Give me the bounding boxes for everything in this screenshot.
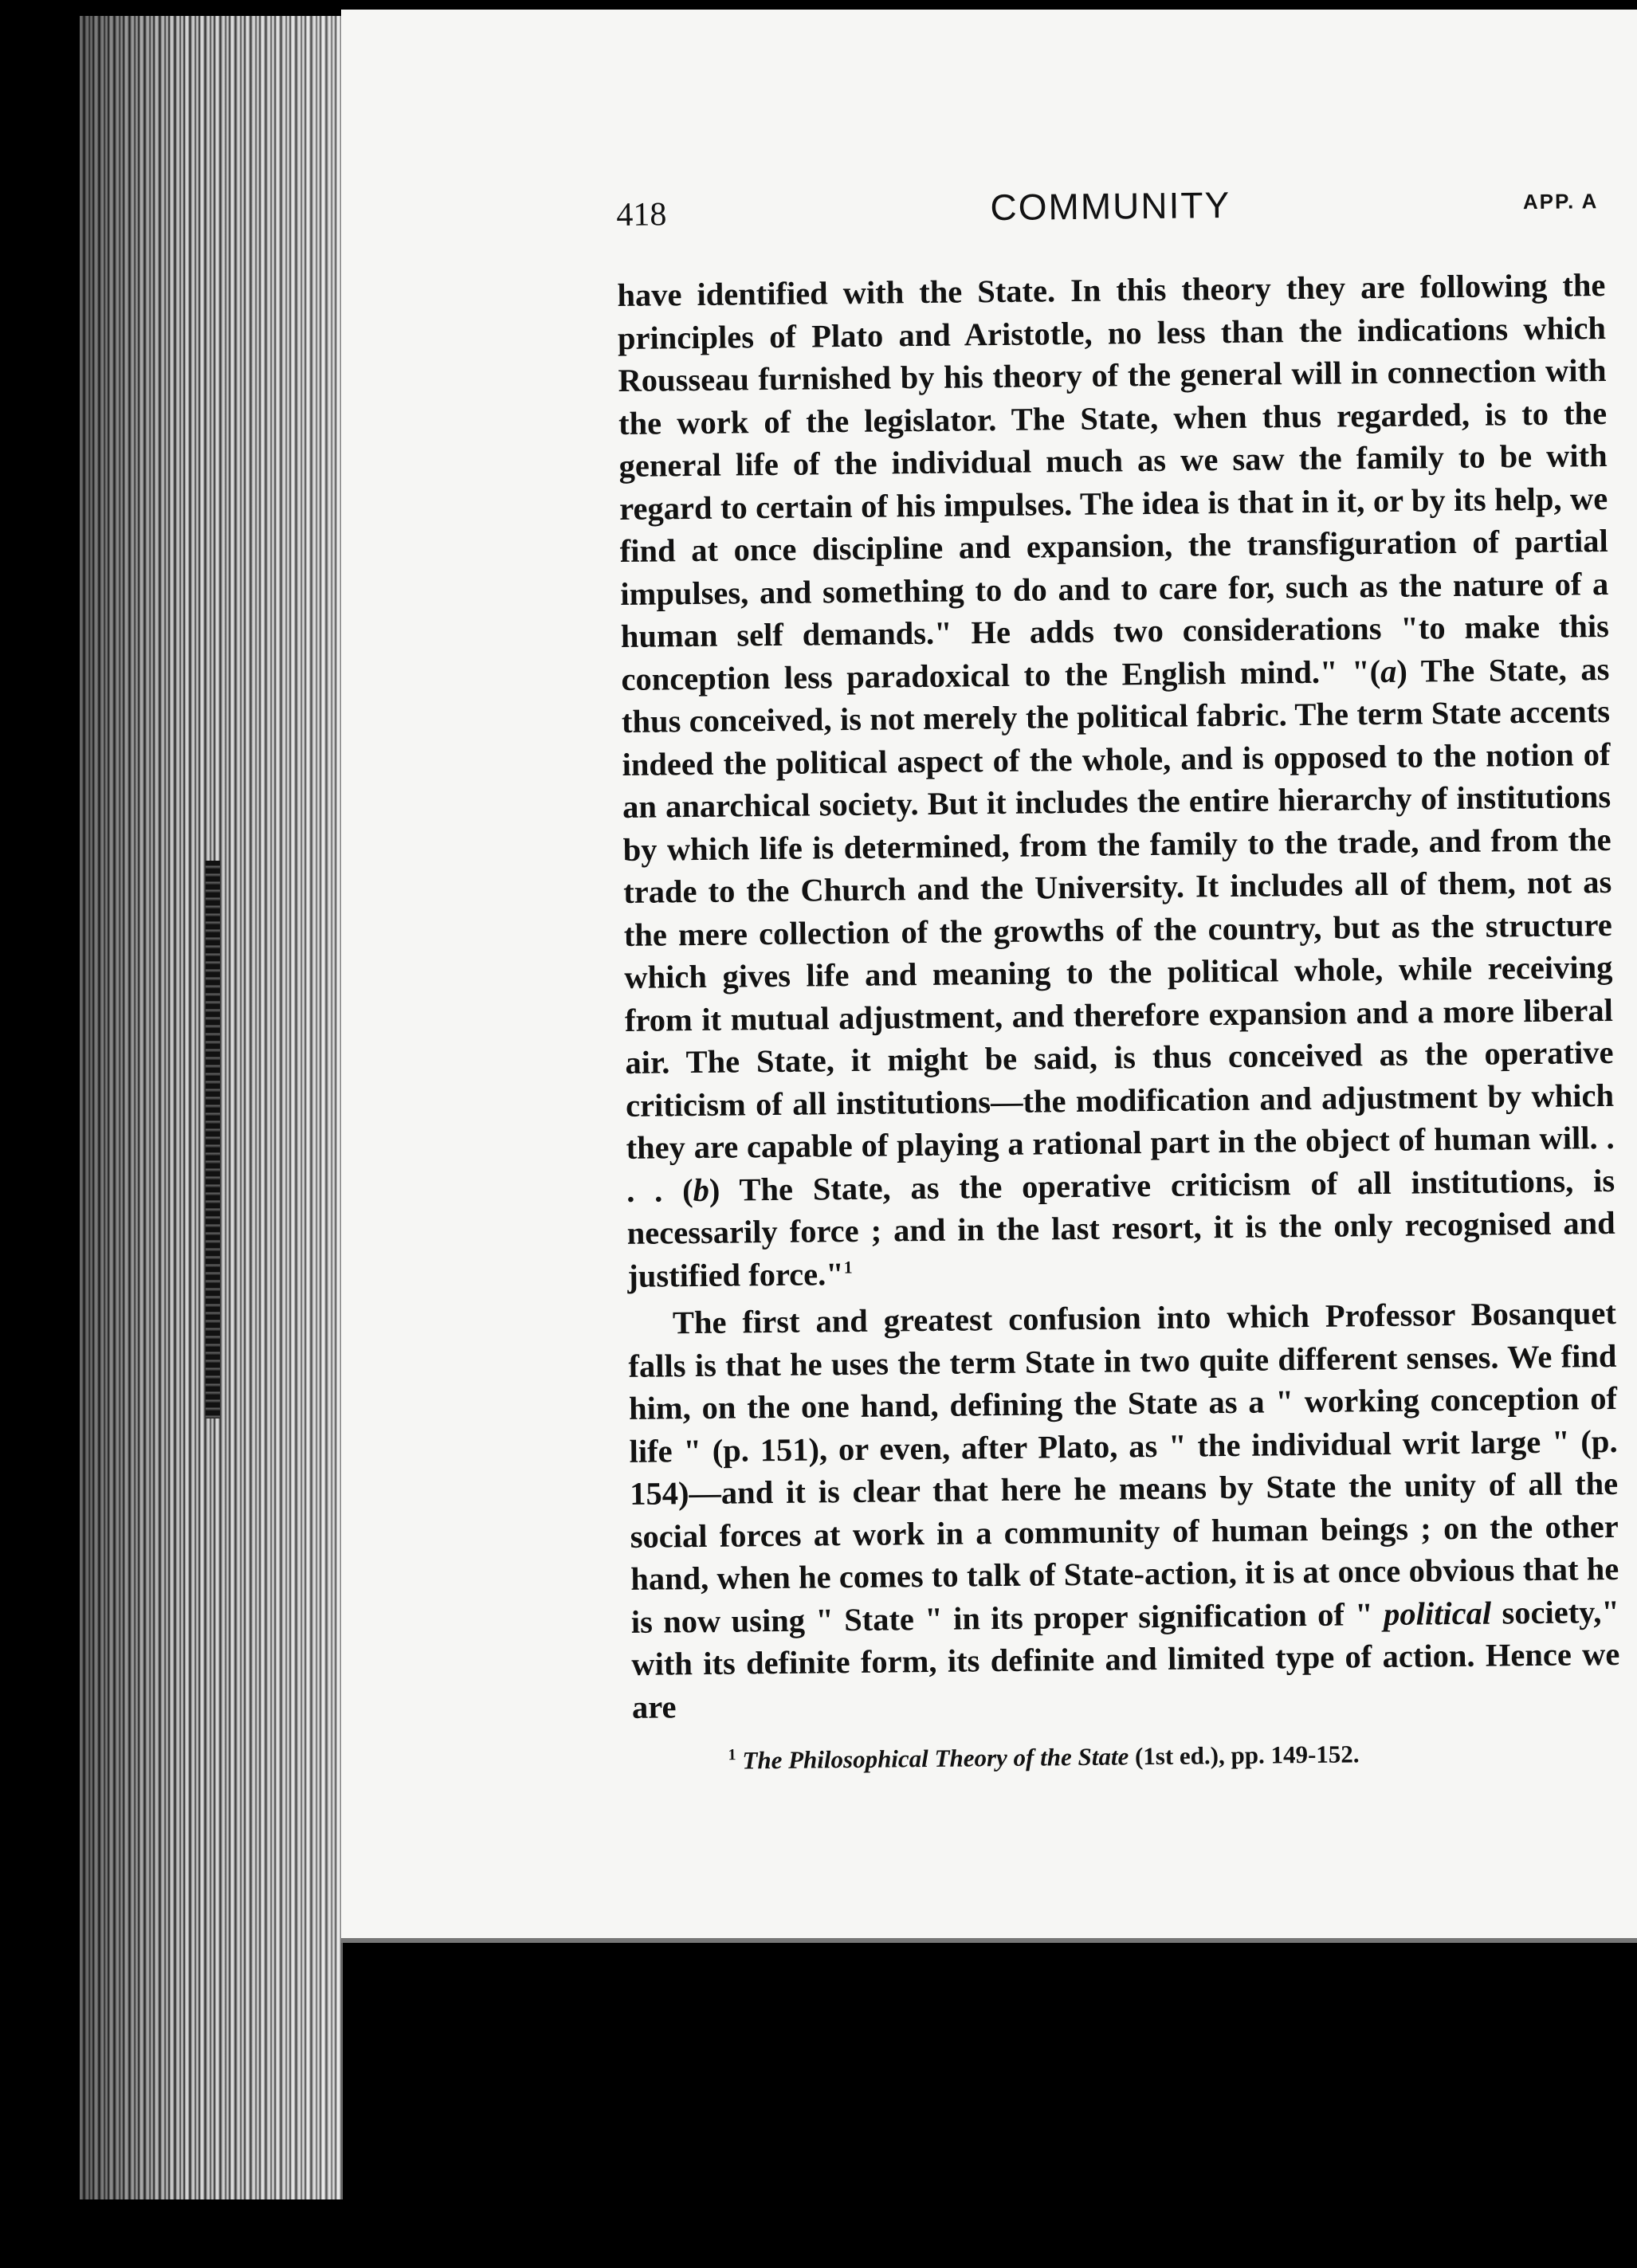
paragraph-commentary [628, 1292, 1621, 1728]
running-title: COMMUNITY [990, 183, 1231, 229]
paragraph-text: The first and greatest confusion into which Professor Bosanquet falls is that he uses the term State in two quite different senses. We find him, on the one hand, defining the State as a " working conception of life " (p. 151), or even, after Plato, as " the individual writ large " (p. 154)—and it is clear that here he means by State the unity of all the social forces at work in a community of human beings ; on the other hand, when he comes to talk of State-action, it is at once obvious that he is now using " State " in its proper signification of " [628, 1294, 1619, 1640]
emphasis-text: political [1383, 1595, 1492, 1632]
footnote [632, 1736, 1620, 1778]
footnote-citation: (1st ed.), pp. 149-152. [1129, 1740, 1360, 1771]
page-content [616, 176, 1621, 1778]
page-number: 418 [616, 196, 667, 233]
page-sheet [341, 10, 1637, 1938]
footnote-marker: 1 [728, 1746, 736, 1764]
list-letter-b: b [693, 1171, 710, 1208]
paragraph-text: have identified with the State. In this theory they are following the principles of Plato and Aristotle, no less than the indications which Rousseau furnished by his theory of the general will in connection with the work of the legislator. The State, when thus regarded, is to the general life of the individual much as we saw the family to be with regard to certain of his impulses. The idea is that in it, or by its help, we find at once discipline and expansion, the transfiguration of partial impulses, and something to do and to care for, such as the nature of a human self demands." He adds two considerations "to make this conception less paradoxical to the English mind." "( [617, 267, 1610, 697]
footnote-title: The Philosophical Theory of the State [742, 1742, 1129, 1775]
section-mark: APP. A [1522, 189, 1599, 214]
page-bottom-edge [341, 1938, 1637, 1943]
paragraph-text: ) The State, as thus conceived, is not merely the political fabric. The term State accents indeed the political aspect of the whole, and is opposed to the notion of an anarchical society. But it includes the entire hierarchy of institutions by which life is determined, from the family to the trade, and from the trade to the Church and the University. It includes all of them, not as the mere collection of the growths of the country, but as the structure which gives life and meaning to the political whole, while receiving from it mutual adjustment, and therefore expansion and a more liberal air. The State, it might be said, is thus conceived as the operative criticism of all institutions—the modification and adjustment by which they are capable of playing a rational part in the object of human will. . . . ( [621, 650, 1615, 1209]
paragraph-quotation [617, 264, 1615, 1297]
paragraph-text: ) The State, as the operative criticism of all institutions, is necessarily force ; and in the last resort, it is the only recognised and justified force." [626, 1162, 1615, 1294]
running-head [616, 176, 1605, 250]
paragraph-text: society," with its definite form, its definite and limited type of action. Hence we are [631, 1593, 1620, 1725]
list-letter-a: a [1380, 653, 1397, 689]
fore-edge-stamp [206, 861, 220, 1418]
footnote-reference: 1 [843, 1256, 853, 1277]
